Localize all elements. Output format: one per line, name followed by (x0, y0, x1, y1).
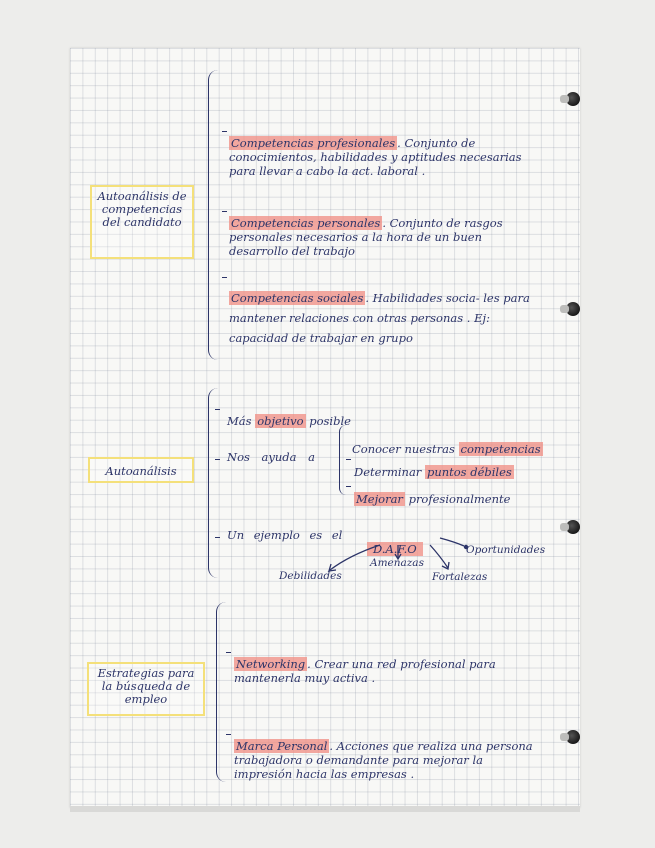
bullet-dash (226, 652, 231, 653)
term-highlight: Marca Personal (236, 739, 328, 753)
section3-title-box (87, 662, 205, 716)
term-highlight: Mejorar (356, 492, 403, 506)
section3-title: Estrategias para la búsqueda de empleo (97, 666, 195, 706)
text: Determinar (354, 465, 425, 479)
definition-text: . Conjunto de conocimientos, habilidades y aptitudes necesarias para llevar a cabo la act. laboral . (229, 136, 522, 178)
section3-brace (216, 602, 227, 782)
definition-text: . Crear una red profesional para mantenerla muy activa . (234, 657, 496, 685)
definition-text: . Acciones que realiza una persona trabajadora o demandante para mejorar la impresión hacia las empresas . (234, 739, 533, 781)
term-highlight: Competencias profesionales (231, 136, 396, 150)
dafo-fortalezas: Fortalezas (432, 571, 488, 583)
dafo-oportunidades: Oportunidades (466, 544, 546, 556)
dafo-debilidades: Debilidades (279, 570, 342, 582)
term-highlight: Competencias sociales (231, 291, 364, 305)
section2-item: Un ejemplo es el (227, 528, 343, 542)
term-highlight: puntos débiles (426, 465, 512, 479)
section1-title: Autoanálisis de competencias del candidato (97, 189, 187, 229)
text: posible (305, 414, 351, 428)
term-highlight: Competencias personales (231, 216, 381, 230)
term-highlight: D.A.F.O (367, 542, 423, 556)
section3-item (234, 725, 534, 781)
bullet-dash (226, 734, 231, 735)
text: Conocer nuestras (352, 442, 459, 456)
section3-item (234, 643, 534, 685)
definition-text: . Conjunto de rasgos personales necesarios a la hora de un buen desarrollo del trabajo (229, 216, 503, 258)
text: Más (227, 414, 256, 428)
term-highlight: competencias (460, 442, 541, 456)
definition-text: . Habilidades socia- les para mantener relaciones con otras personas . Ej: capacidad de trabajar en grupo (229, 291, 530, 345)
text: profesionalmente (404, 492, 511, 506)
term-highlight: Networking (236, 657, 306, 671)
dafo-amenazas: Amenazas (370, 557, 424, 569)
section2-title: Autoanálisis (105, 464, 177, 478)
term-highlight: objetivo (257, 414, 304, 428)
section2-item: Nos ayuda a (227, 450, 316, 464)
